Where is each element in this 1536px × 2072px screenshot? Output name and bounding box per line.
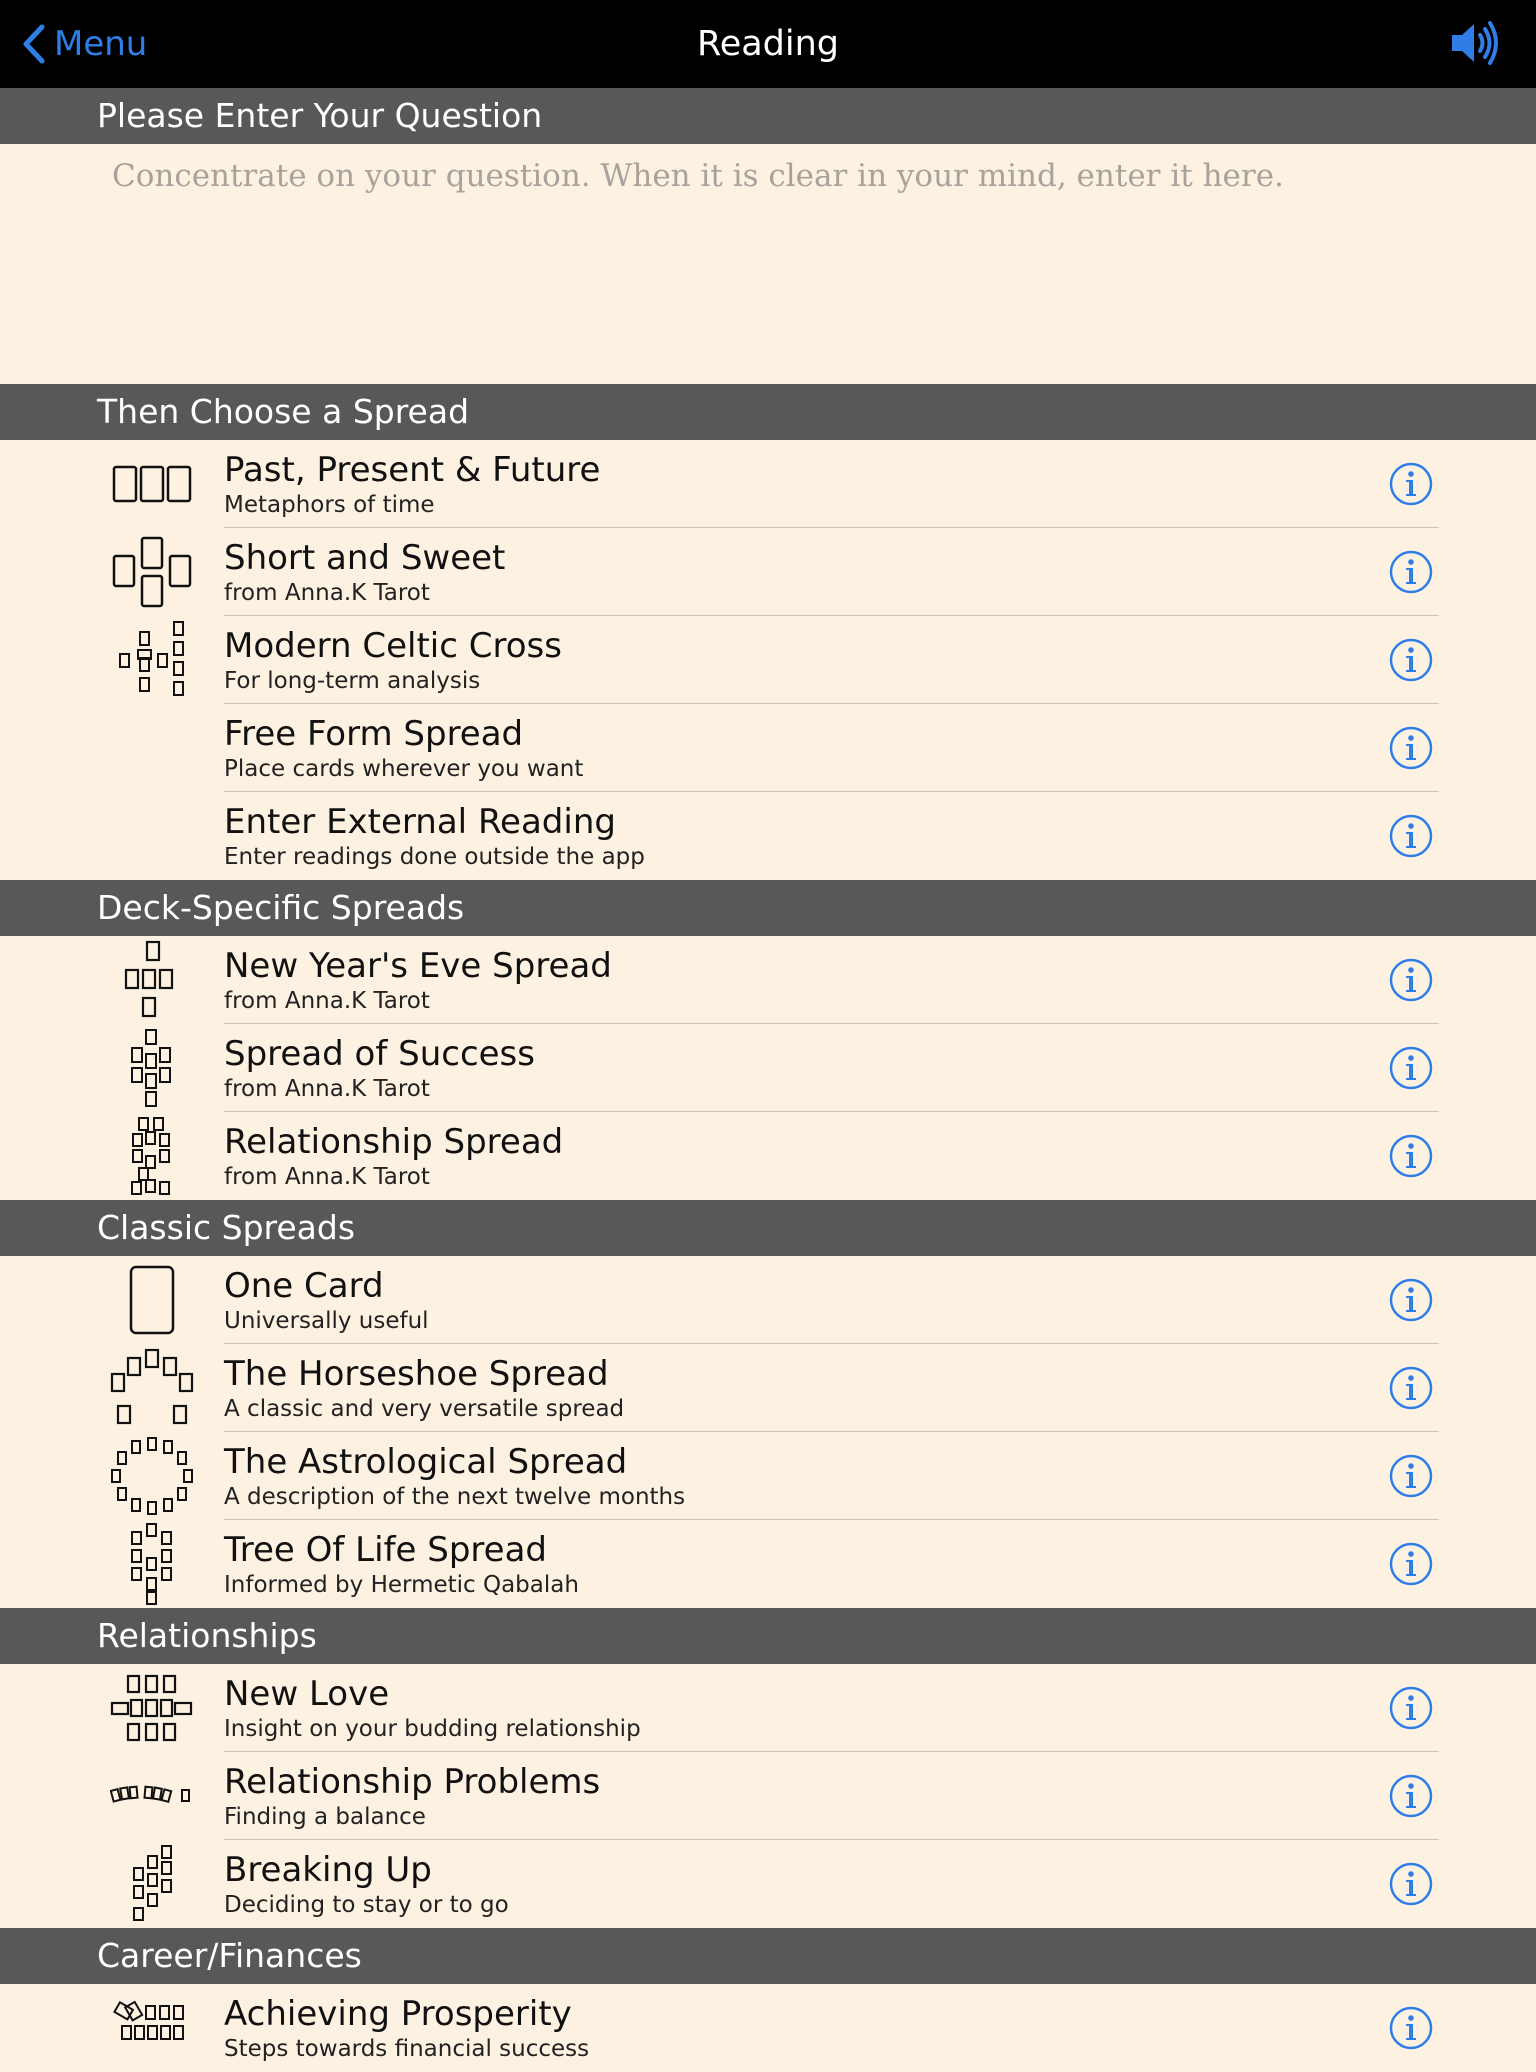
info-icon[interactable] [1389,1046,1433,1090]
spread-subtitle: Finding a balance [224,1804,426,1830]
spread-title: The Astrological Spread [224,1442,628,1482]
classic-section-header: Classic Spreads [0,1200,1536,1256]
spread-row-past-present-future[interactable] [0,440,1536,528]
spread-title: Relationship Problems [224,1762,601,1802]
spread-row-new-years-eve[interactable] [0,936,1536,1024]
question-area [0,144,1536,384]
page-title: Reading [696,24,840,64]
info-icon[interactable] [1389,726,1433,770]
info-icon[interactable] [1389,1542,1433,1586]
info-icon[interactable] [1389,2006,1433,2050]
spread-section-header: Then Choose a Spread [0,384,1536,440]
spread-title: Enter External Reading [224,802,616,842]
spread-row-relationship-problems[interactable] [0,1752,1536,1840]
new-years-spread-icon [104,938,200,1022]
relationship-spread-icon [104,1114,200,1198]
info-icon[interactable] [1389,1686,1433,1730]
info-icon[interactable] [1389,1454,1433,1498]
spread-title: Breaking Up [224,1850,432,1890]
spread-row-new-love[interactable] [0,1664,1536,1752]
relationships-section-header: Relationships [0,1608,1536,1664]
spread-title: Relationship Spread [224,1122,564,1162]
question-section-header: Please Enter Your Question [0,88,1536,144]
spread-row-achieving-prosperity[interactable] [0,1984,1536,2072]
spread-title: Free Form Spread [224,714,524,754]
deck-specific-section-header: Deck-Specific Spreads [0,880,1536,936]
info-icon[interactable] [1389,1134,1433,1178]
spread-row-horseshoe[interactable] [0,1344,1536,1432]
breaking-up-spread-icon [104,1842,200,1926]
spread-row-free-form[interactable] [0,704,1536,792]
success-spread-icon [104,1026,200,1110]
spread-subtitle: Deciding to stay or to go [224,1892,509,1918]
info-icon[interactable] [1389,1862,1433,1906]
spread-subtitle: A description of the next twelve months [224,1484,686,1510]
info-icon[interactable] [1389,1774,1433,1818]
spread-row-tree-of-life[interactable] [0,1520,1536,1608]
tree-of-life-spread-icon [104,1522,200,1606]
spread-subtitle: Steps towards financial success [224,2036,590,2062]
spread-subtitle: from Anna.K Tarot [224,1076,430,1102]
spread-row-relationship[interactable] [0,1112,1536,1200]
spread-title: Spread of Success [224,1034,535,1074]
spread-title: One Card [224,1266,384,1306]
spread-row-one-card[interactable] [0,1256,1536,1344]
horseshoe-spread-icon [104,1346,200,1430]
celtic-cross-spread-icon [104,618,200,702]
new-love-spread-icon [104,1666,200,1750]
spread-title: New Year's Eve Spread [224,946,612,986]
relationship-problems-spread-icon [104,1754,200,1838]
spread-subtitle: Place cards wherever you want [224,756,584,782]
spread-row-external-reading[interactable] [0,792,1536,880]
cross-four-card-spread-icon [104,530,200,614]
info-icon[interactable] [1389,814,1433,858]
spread-title: Achieving Prosperity [224,1994,572,2034]
speaker-icon [1450,20,1500,66]
navigation-bar [0,0,1536,88]
info-icon[interactable] [1389,638,1433,682]
spread-subtitle: Metaphors of time [224,492,435,518]
spread-row-success[interactable] [0,1024,1536,1112]
spread-row-breaking-up[interactable] [0,1840,1536,1928]
spread-subtitle: For long-term analysis [224,668,481,694]
info-icon[interactable] [1389,550,1433,594]
spread-title: New Love [224,1674,390,1714]
spread-row-modern-celtic-cross[interactable] [0,616,1536,704]
prosperity-spread-icon [104,1986,200,2070]
spread-row-astrological[interactable] [0,1432,1536,1520]
question-input[interactable] [100,158,1504,368]
info-icon[interactable] [1389,1278,1433,1322]
info-icon[interactable] [1389,462,1433,506]
spread-title: Past, Present & Future [224,450,601,490]
spread-subtitle: Informed by Hermetic Qabalah [224,1572,579,1598]
one-card-icon [104,1258,200,1342]
spread-subtitle: from Anna.K Tarot [224,988,430,1014]
three-card-spread-icon [104,442,200,526]
menu-back-label: Menu [54,24,148,64]
info-icon[interactable] [1389,958,1433,1002]
info-icon[interactable] [1389,1366,1433,1410]
spread-title: Short and Sweet [224,538,506,578]
spread-title: Tree Of Life Spread [224,1530,547,1570]
career-finances-section-header: Career/Finances [0,1928,1536,1984]
spread-subtitle: from Anna.K Tarot [224,1164,430,1190]
spread-title: The Horseshoe Spread [224,1354,609,1394]
spread-subtitle: Universally useful [224,1308,429,1334]
astrological-spread-icon [104,1434,200,1518]
spread-subtitle: Enter readings done outside the app [224,844,645,870]
spread-subtitle: from Anna.K Tarot [224,580,430,606]
spread-subtitle: Insight on your budding relationship [224,1716,641,1742]
spread-title: Modern Celtic Cross [224,626,562,666]
spread-subtitle: A classic and very versatile spread [224,1396,625,1422]
speaker-button[interactable] [1450,20,1500,70]
spread-row-short-and-sweet[interactable] [0,528,1536,616]
